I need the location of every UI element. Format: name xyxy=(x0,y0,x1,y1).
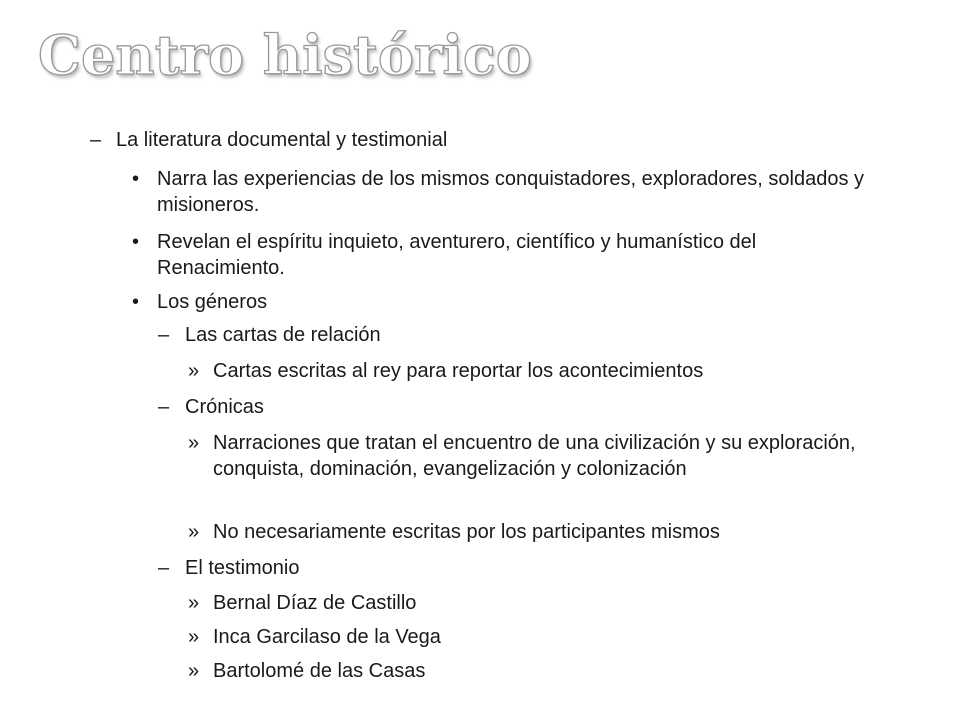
list-item-text: Las cartas de relación xyxy=(185,324,381,346)
guillemet-marker: » xyxy=(188,660,200,682)
dash-marker: – xyxy=(158,396,170,418)
list-item-text: Bernal Díaz de Castillo xyxy=(213,592,417,614)
list-item xyxy=(158,555,898,581)
dash-marker: – xyxy=(158,557,170,579)
list-item-text: Crónicas xyxy=(185,396,264,418)
list-item-text: Cartas escritas al rey para reportar los acontecimientos xyxy=(213,360,704,382)
list-item xyxy=(188,430,908,508)
guillemet-marker: » xyxy=(188,626,200,648)
list-item xyxy=(132,289,902,315)
slide-title: Centro histórico xyxy=(38,23,532,87)
list-item xyxy=(132,166,902,218)
list-item xyxy=(188,590,908,616)
bullet-marker: • xyxy=(132,168,140,190)
list-item-text: Inca Garcilaso de la Vega xyxy=(213,626,441,648)
guillemet-marker: » xyxy=(188,360,200,382)
dash-marker: – xyxy=(158,324,170,346)
bullet-marker: • xyxy=(132,291,140,313)
guillemet-marker: » xyxy=(188,521,200,543)
dash-marker: – xyxy=(90,129,102,151)
guillemet-marker: » xyxy=(188,432,200,454)
list-item-text: Bartolomé de las Casas xyxy=(213,660,426,682)
list-item xyxy=(132,229,902,281)
list-item-text: Narraciones que tratan el encuentro de una civilización y su exploración, conquista, dominación, evangelización y colonización xyxy=(213,432,856,480)
list-item xyxy=(188,358,908,384)
list-item-text: Revelan el espíritu inquieto, aventurero, científico y humanístico del Renacimiento. xyxy=(157,231,757,279)
list-item-text: La literatura documental y testimonial xyxy=(116,129,448,151)
list-item xyxy=(90,127,910,153)
list-item-text: El testimonio xyxy=(185,557,300,579)
list-item xyxy=(158,394,898,420)
list-item xyxy=(188,658,908,684)
list-item-text: No necesariamente escritas por los participantes mismos xyxy=(213,521,720,543)
bullet-marker: • xyxy=(132,231,140,253)
list-item-text: Narra las experiencias de los mismos conquistadores, exploradores, soldados y misioneros. xyxy=(157,168,865,216)
list-item xyxy=(188,519,908,545)
list-item-text: Los géneros xyxy=(157,291,268,313)
list-item xyxy=(158,322,898,348)
guillemet-marker: » xyxy=(188,592,200,614)
list-item xyxy=(188,624,908,650)
